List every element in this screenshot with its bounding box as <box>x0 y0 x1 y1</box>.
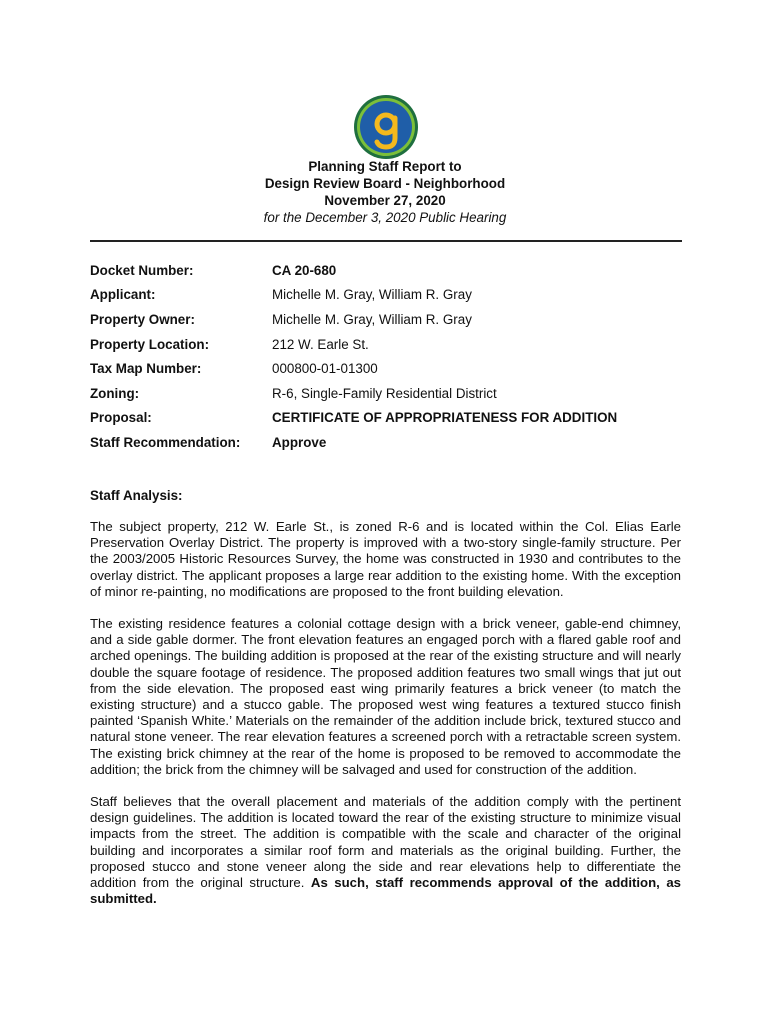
field-value: Michelle M. Gray, William R. Gray <box>272 287 472 303</box>
field-label: Property Owner: <box>90 311 195 327</box>
field-value: CERTIFICATE OF APPROPRIATENESS FOR ADDITION <box>272 410 618 426</box>
field-value: Michelle M. Gray, William R. Gray <box>272 311 472 327</box>
field-row <box>90 283 690 308</box>
header-hearing: for the December 3, 2020 Public Hearing <box>263 210 507 225</box>
field-label: Staff Recommendation: <box>90 434 241 450</box>
field-row <box>90 332 690 357</box>
field-label: Zoning: <box>90 385 140 401</box>
case-fields <box>90 258 690 455</box>
field-label: Proposal: <box>90 410 152 426</box>
analysis-heading: Staff Analysis: <box>90 488 183 503</box>
header-title: Planning Staff Report to <box>308 159 462 174</box>
header-board: Design Review Board - Neighborhood <box>264 176 506 191</box>
field-row <box>90 406 690 431</box>
field-row <box>90 430 690 455</box>
field-row <box>90 356 690 381</box>
report-header <box>0 158 770 226</box>
field-value: R-6, Single-Family Residential District <box>272 385 497 401</box>
field-row <box>90 381 690 406</box>
field-label: Applicant: <box>90 287 156 303</box>
field-label: Tax Map Number: <box>90 361 202 377</box>
field-value: CA 20-680 <box>272 262 337 278</box>
field-label: Docket Number: <box>90 262 194 278</box>
analysis-paragraph-3 <box>90 794 681 907</box>
field-label: Property Location: <box>90 336 210 352</box>
field-value: 212 W. Earle St. <box>272 336 369 352</box>
field-row <box>90 307 690 332</box>
header-divider <box>90 240 682 242</box>
analysis-paragraph-3-text: Staff believes that the overall placement and materials of the addition comply with the pertinent design guidelines. The addition is located toward the rear of the existing structure to minimize visual impacts from the street. The addition is compatible with the scale and character of the original building and incorporates a similar roof form and materials as the original building. Further, the proposed stucco and stone veneer along the side and rear elevations help to differentiate the addition from the original structure. <box>90 794 681 891</box>
analysis-paragraph-1: The subject property, 212 W. Earle St., is zoned R-6 and is located within the Col. Elias Earle Preservation Overlay District. The property is improved with a two-story single-family structure. Per the 2003/2005 Historic Resources Survey, the home was constructed in 1930 and contributes to the overlay district. The applicant proposes a large rear addition to the existing home. With the exception of minor re-painting, no modifications are proposed to the front building elevation. <box>90 519 681 599</box>
field-value: 000800-01-01300 <box>272 361 378 377</box>
analysis-body <box>90 519 681 923</box>
analysis-paragraph-2: The existing residence features a colonial cottage design with a brick veneer, gable-end chimney, and a side gable dormer. The front elevation features an engaged porch with a flared gable roof and arched openings. The building addition is proposed at the rear of the existing structure and will nearly double the square footage of residence. The proposed addition features two small wings that jut out from the side elevation. The proposed east wing primarily features a brick veneer (to match the existing structure) and a stucco gable. The proposed west wing features a textured stucco finish painted ‘Spanish White.’ Materials on the remainder of the addition include brick, textured stucco and natural stone veneer. The rear elevation features a screened porch with a retractable screen system. The existing brick chimney at the rear of the home is proposed to be removed to accommodate the addition; the brick from the chimney will be salvaged and used for construction of the addition. <box>90 616 681 777</box>
recommendation-statement: As such, staff recommends approval of the addition, as submitted. <box>90 875 681 907</box>
field-row <box>90 258 690 283</box>
header-date: November 27, 2020 <box>324 193 446 208</box>
city-logo <box>353 94 419 160</box>
field-value: Approve <box>272 434 327 450</box>
